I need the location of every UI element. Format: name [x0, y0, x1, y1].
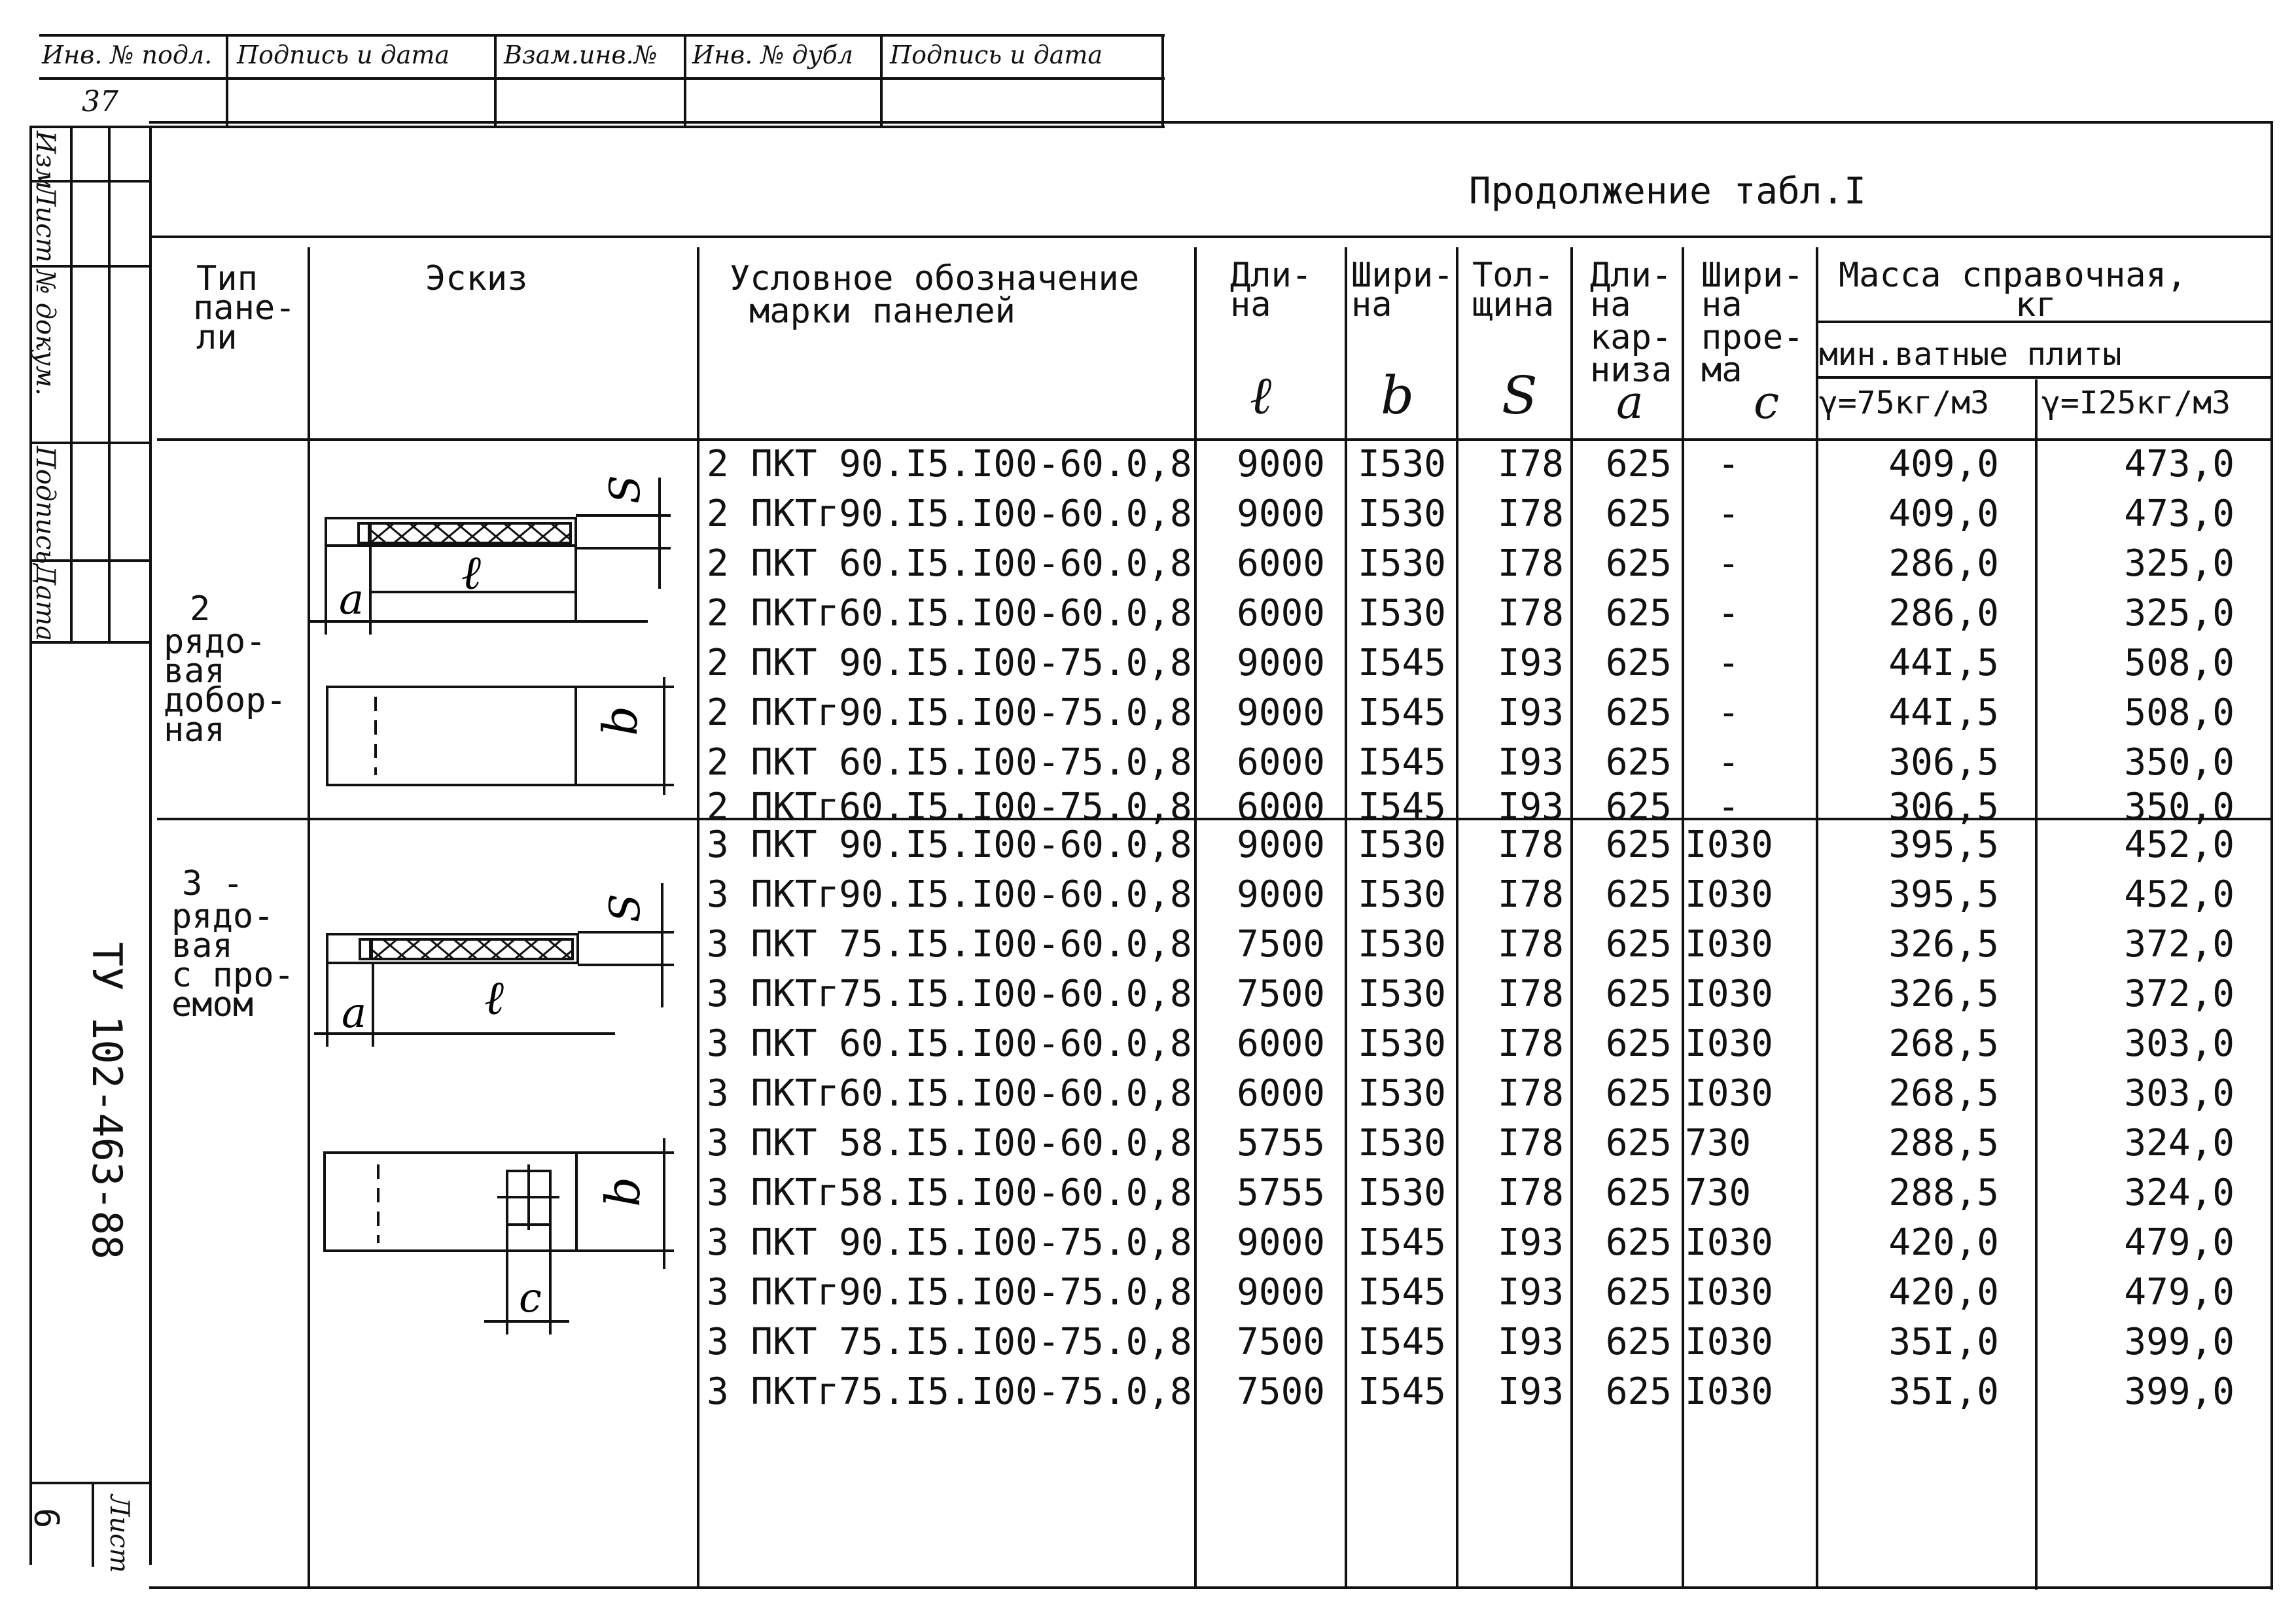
cell-opening-width: - — [1718, 592, 1740, 635]
cell-width: I530 — [1358, 542, 1446, 585]
cell-mass-75: 395,5 — [1888, 824, 1999, 866]
cell-mark: 2 ПКТг90.I5.I00-60.0,8 — [707, 493, 1192, 535]
sketch-label-s: S — [601, 894, 650, 922]
cell-eave-length: 625 — [1605, 824, 1672, 866]
cell-opening-width: - — [1718, 443, 1740, 485]
cell-opening-width: 730 — [1685, 1122, 1752, 1164]
cell-length: 5755 — [1237, 1172, 1325, 1214]
sheet-number: 6 — [26, 1508, 65, 1529]
cell-opening-width: - — [1718, 741, 1740, 784]
header-width-line-2: на — [1351, 285, 1392, 324]
cell-opening-width: - — [1718, 691, 1740, 734]
cell-mass-125: 473,0 — [2124, 493, 2234, 535]
cell-width: I530 — [1358, 1072, 1446, 1115]
cell-eave-length: 625 — [1605, 642, 1672, 684]
cell-mass-75: 268,5 — [1888, 1022, 1999, 1065]
header-type-line-2: пане- — [193, 288, 296, 328]
cell-mass-75: 286,0 — [1888, 542, 1999, 585]
cell-eave-length: 625 — [1605, 1122, 1672, 1164]
cell-mark: 3 ПКТ 90.I5.I00-60.0,8 — [707, 824, 1192, 866]
cell-width: I530 — [1358, 973, 1446, 1015]
header-type-line-1: Тип — [196, 259, 258, 298]
cell-mark: 3 ПКТ 75.I5.I00-60.0,8 — [707, 923, 1192, 966]
table-row — [0, 870, 2296, 920]
cell-mass-75: 35I,0 — [1888, 1321, 1999, 1363]
document-code: ТУ 102-463-88 — [83, 942, 131, 1260]
cell-thickness: I78 — [1497, 873, 1564, 916]
cell-mass-125: 303,0 — [2124, 1022, 2234, 1065]
stamp-cell-inv-orig: Инв. № подл. — [42, 41, 213, 69]
cell-thickness: I78 — [1497, 973, 1564, 1015]
table-row — [0, 1268, 2296, 1318]
sketch-label-b: b — [593, 705, 648, 736]
cell-mass-75: 35I,0 — [1888, 1370, 1999, 1413]
table-row — [0, 1318, 2296, 1367]
sketch-label-b: b — [595, 1176, 650, 1207]
cell-mass-75: 409,0 — [1888, 443, 1999, 485]
cell-width: I530 — [1358, 592, 1446, 635]
header-eave-line-2: на — [1590, 285, 1631, 324]
group-label-line: добор- — [164, 681, 287, 720]
table-row — [0, 539, 2296, 589]
cell-eave-length: 625 — [1605, 923, 1672, 966]
header-length-line-1: Дли- — [1230, 256, 1313, 295]
cell-mark: 2 ПКТг60.I5.I00-75.0,8 — [707, 786, 1192, 828]
stamp-cell-signature-date-2: Подпись и дата — [890, 41, 1103, 69]
cell-mark: 3 ПКТ 90.I5.I00-75.0,8 — [707, 1221, 1192, 1264]
header-mineral-wool: мин.ватные плиты — [1819, 336, 2122, 373]
cell-length: 9000 — [1237, 1221, 1325, 1264]
stamp-date-label: Дата — [30, 564, 60, 642]
cell-width: I530 — [1358, 873, 1446, 916]
cell-length: 6000 — [1237, 741, 1325, 784]
stamp-sheet-label: Лист — [30, 184, 60, 263]
cell-thickness: I78 — [1497, 443, 1564, 485]
cell-mass-125: 399,0 — [2124, 1321, 2234, 1363]
cell-width: I545 — [1358, 691, 1446, 734]
cell-mass-75: 268,5 — [1888, 1072, 1999, 1115]
cell-mass-125: 479,0 — [2124, 1221, 2234, 1264]
cell-thickness: I93 — [1497, 741, 1564, 784]
cell-opening-width: I030 — [1685, 923, 1773, 966]
header-gamma-125: γ=I25кг/м3 — [2041, 385, 2231, 421]
sheet-label: Лист — [104, 1495, 134, 1573]
table-row — [0, 969, 2296, 1019]
header-gamma-75: γ=75кг/м3 — [1819, 385, 1990, 421]
cell-mass-125: 452,0 — [2124, 873, 2234, 916]
table-row — [0, 688, 2296, 738]
group-label-line: ная — [164, 710, 225, 750]
cell-mass-75: 395,5 — [1888, 873, 1999, 916]
table-row — [0, 638, 2296, 691]
cell-eave-length: 625 — [1605, 691, 1672, 734]
stamp-cell-replaced-inv: Взам.инв.№ — [504, 41, 658, 69]
table-row — [0, 1168, 2296, 1218]
cell-length: 9000 — [1237, 873, 1325, 916]
header-opening-line-2: на — [1701, 285, 1742, 324]
cell-eave-length: 625 — [1605, 873, 1672, 916]
cell-length: 9000 — [1237, 824, 1325, 866]
cell-mass-125: 452,0 — [2124, 824, 2234, 866]
cell-mass-125: 324,0 — [2124, 1172, 2234, 1214]
table-row — [0, 820, 2296, 870]
cell-length: 9000 — [1237, 1271, 1325, 1314]
cell-thickness: I93 — [1497, 1271, 1564, 1314]
cell-mass-75: 326,5 — [1888, 923, 1999, 966]
table-row — [0, 1119, 2296, 1168]
cell-mark: 3 ПКТг60.I5.I00-60.0,8 — [707, 1072, 1192, 1115]
cell-length: 9000 — [1237, 642, 1325, 684]
cell-mark: 3 ПКТг75.I5.I00-60.0,8 — [707, 973, 1192, 1015]
cell-thickness: I93 — [1497, 1370, 1564, 1413]
cell-width: I530 — [1358, 493, 1446, 535]
cell-mass-125: 479,0 — [2124, 1271, 2234, 1314]
cell-mass-75: 44I,5 — [1888, 691, 1999, 734]
cell-eave-length: 625 — [1605, 1370, 1672, 1413]
cell-mark: 2 ПКТг60.I5.I00-60.0,8 — [707, 592, 1192, 635]
table-row — [0, 440, 2296, 489]
cell-thickness: I78 — [1497, 923, 1564, 966]
header-eave-line-1: Дли- — [1590, 256, 1672, 295]
header-mass-line-1: Масса справочная, — [1839, 256, 2187, 295]
cell-mass-75: 288,5 — [1888, 1122, 1999, 1164]
sketch-label-l: ℓ — [484, 970, 504, 1025]
cell-eave-length: 625 — [1605, 1321, 1672, 1363]
table-row — [0, 738, 2296, 788]
cell-thickness: I93 — [1497, 786, 1564, 828]
cell-mass-125: 473,0 — [2124, 443, 2234, 485]
table-row — [0, 1218, 2296, 1268]
cell-width: I530 — [1358, 1172, 1446, 1214]
cell-thickness: I78 — [1497, 1122, 1564, 1164]
cell-length: 5755 — [1237, 1122, 1325, 1164]
header-mark-line-1: Условное обозначение — [730, 259, 1140, 298]
cell-width: I545 — [1358, 642, 1446, 684]
cell-mass-125: 325,0 — [2124, 592, 2234, 635]
header-mass-line-2: кг — [2015, 285, 2057, 324]
cell-width: I530 — [1358, 923, 1446, 966]
cell-thickness: I78 — [1497, 592, 1564, 635]
cell-length: 6000 — [1237, 592, 1325, 635]
cell-eave-length: 625 — [1605, 592, 1672, 635]
cell-length: 7500 — [1237, 923, 1325, 966]
table-row — [0, 1019, 2296, 1069]
table-row — [0, 1367, 2296, 1417]
cell-mass-125: 399,0 — [2124, 1370, 2234, 1413]
cell-thickness: I78 — [1497, 542, 1564, 585]
cell-width: I545 — [1358, 786, 1446, 828]
cell-opening-width: I030 — [1685, 1271, 1773, 1314]
stamp-change-label: Изм — [30, 131, 60, 190]
cell-eave-length: 625 — [1605, 973, 1672, 1015]
cell-eave-length: 625 — [1605, 493, 1672, 535]
cell-mass-75: 44I,5 — [1888, 642, 1999, 684]
cell-width: I530 — [1358, 443, 1446, 485]
cell-opening-width: I030 — [1685, 873, 1773, 916]
cell-eave-length: 625 — [1605, 1271, 1672, 1314]
cell-thickness: I78 — [1497, 1022, 1564, 1065]
cell-eave-length: 625 — [1605, 1221, 1672, 1264]
header-length-symbol: ℓ — [1250, 365, 1272, 426]
cell-opening-width: I030 — [1685, 1370, 1773, 1413]
cell-length: 9000 — [1237, 443, 1325, 485]
cell-eave-length: 625 — [1605, 1172, 1672, 1214]
cell-mark: 3 ПКТ 60.I5.I00-60.0,8 — [707, 1022, 1192, 1065]
cell-mark: 3 ПКТг75.I5.I00-75.0,8 — [707, 1370, 1192, 1413]
group-label-line: 3 - — [182, 864, 243, 903]
cell-eave-length: 625 — [1605, 1072, 1672, 1115]
cell-length: 9000 — [1237, 493, 1325, 535]
cell-mark: 2 ПКТг90.I5.I00-75.0,8 — [707, 691, 1192, 734]
cell-mass-125: 350,0 — [2124, 786, 2234, 828]
cell-mark: 3 ПКТг90.I5.I00-60.0,8 — [707, 873, 1192, 916]
stamp-signature-label: Подпись — [30, 446, 60, 565]
cell-mass-75: 288,5 — [1888, 1172, 1999, 1214]
stamp-cell-signature-date-1: Подпись и дата — [237, 41, 450, 69]
cell-mass-125: 324,0 — [2124, 1122, 2234, 1164]
group-label-line: рядо- — [171, 897, 274, 936]
header-width-symbol: b — [1381, 365, 1415, 426]
cell-mark: 3 ПКТг90.I5.I00-75.0,8 — [707, 1271, 1192, 1314]
header-opening-line-3: прое- — [1701, 318, 1804, 357]
cell-mark: 2 ПКТ 60.I5.I00-60.0,8 — [707, 542, 1192, 585]
cell-mark: 3 ПКТг58.I5.I00-60.0,8 — [707, 1172, 1192, 1214]
cell-thickness: I78 — [1497, 1172, 1564, 1214]
header-mark-line-2: марки панелей — [749, 292, 1016, 331]
cell-opening-width: - — [1718, 542, 1740, 585]
stamp-inv-value: 37 — [82, 85, 118, 118]
header-eave-line-4: низа — [1590, 351, 1672, 390]
cell-opening-width: I030 — [1685, 973, 1773, 1015]
stamp-docnum-label: № докум. — [30, 270, 60, 396]
cell-mass-75: 306,5 — [1888, 741, 1999, 784]
cell-length: 7500 — [1237, 973, 1325, 1015]
cell-mark: 2 ПКТ 90.I5.I00-75.0,8 — [707, 642, 1192, 684]
group-label-line: 2 — [190, 589, 211, 629]
cell-length: 6000 — [1237, 786, 1325, 828]
cell-mark: 2 ПКТ 90.I5.I00-60.0,8 — [707, 443, 1192, 485]
cell-length: 7500 — [1237, 1321, 1325, 1363]
group-label-line: вая — [164, 652, 225, 691]
cell-thickness: I78 — [1497, 824, 1564, 866]
cell-length: 6000 — [1237, 542, 1325, 585]
cell-eave-length: 625 — [1605, 542, 1672, 585]
header-opening-line-4: ма — [1701, 351, 1742, 390]
table-title: Продолжение табл.I — [1469, 170, 1866, 213]
cell-mass-125: 508,0 — [2124, 642, 2234, 684]
cell-width: I545 — [1358, 1321, 1446, 1363]
cell-mass-75: 286,0 — [1888, 592, 1999, 635]
cell-mass-125: 372,0 — [2124, 923, 2234, 966]
cell-mark: 3 ПКТ 75.I5.I00-75.0,8 — [707, 1321, 1192, 1363]
cell-thickness: I93 — [1497, 1221, 1564, 1264]
cell-width: I545 — [1358, 741, 1446, 784]
cell-length: 7500 — [1237, 1370, 1325, 1413]
cell-width: I545 — [1358, 1370, 1446, 1413]
header-length-line-2: на — [1230, 285, 1271, 324]
sketch-label-c: c — [519, 1274, 542, 1321]
cell-eave-length: 625 — [1605, 443, 1672, 485]
cell-opening-width: I030 — [1685, 1221, 1773, 1264]
cell-width: I530 — [1358, 1022, 1446, 1065]
cell-mass-125: 303,0 — [2124, 1072, 2234, 1115]
stamp-cell-inv-dup: Инв. № дубл — [692, 41, 853, 69]
cell-mass-125: 350,0 — [2124, 741, 2234, 784]
cell-opening-width: 730 — [1685, 1172, 1752, 1214]
cell-mass-125: 325,0 — [2124, 542, 2234, 585]
cell-mass-75: 306,5 — [1888, 786, 1999, 828]
cell-mark: 2 ПКТ 60.I5.I00-75.0,8 — [707, 741, 1192, 784]
cell-thickness: I78 — [1497, 493, 1564, 535]
cell-mark: 3 ПКТ 58.I5.I00-60.0,8 — [707, 1122, 1192, 1164]
cell-opening-width: - — [1718, 642, 1740, 684]
cell-opening-width: I030 — [1685, 1022, 1773, 1065]
header-thickness-line-2: щина — [1472, 285, 1555, 324]
cell-mass-125: 508,0 — [2124, 691, 2234, 734]
cell-width: I530 — [1358, 824, 1446, 866]
header-opening-line-1: Шири- — [1701, 256, 1804, 295]
cell-opening-width: - — [1718, 786, 1740, 828]
header-eave-line-3: кар- — [1590, 318, 1672, 357]
cell-mass-75: 326,5 — [1888, 973, 1999, 1015]
table-row — [0, 920, 2296, 969]
group-label-line: емом — [171, 985, 254, 1024]
header-thickness-line-1: Тол- — [1472, 256, 1555, 295]
cell-opening-width: I030 — [1685, 1321, 1773, 1363]
cell-width: I545 — [1358, 1221, 1446, 1264]
cell-width: I545 — [1358, 1271, 1446, 1314]
table-row — [0, 1069, 2296, 1119]
cell-mass-75: 420,0 — [1888, 1271, 1999, 1314]
cell-eave-length: 625 — [1605, 786, 1672, 828]
cell-mass-125: 372,0 — [2124, 973, 2234, 1015]
cell-mass-75: 420,0 — [1888, 1221, 1999, 1264]
sketch-label-a: a — [342, 989, 367, 1038]
group-label-line: вая — [171, 926, 233, 966]
group-label-line: рядо- — [164, 622, 266, 661]
cell-length: 9000 — [1237, 691, 1325, 734]
sketch-label-a: a — [339, 576, 364, 624]
group-label-line: с про- — [171, 956, 294, 995]
cell-mass-75: 409,0 — [1888, 493, 1999, 535]
cell-eave-length: 625 — [1605, 1022, 1672, 1065]
cell-width: I530 — [1358, 1122, 1446, 1164]
header-width-line-1: Шири- — [1351, 256, 1454, 295]
cell-thickness: I93 — [1497, 1321, 1564, 1363]
table-row — [0, 489, 2296, 539]
header-opening-symbol: c — [1754, 375, 1780, 429]
cell-thickness: I78 — [1497, 1072, 1564, 1115]
cell-length: 6000 — [1237, 1072, 1325, 1115]
cell-eave-length: 625 — [1605, 741, 1672, 784]
header-sketch: Эскиз — [425, 259, 528, 298]
header-eave-symbol: a — [1616, 375, 1644, 429]
cell-thickness: I93 — [1497, 642, 1564, 684]
cell-thickness: I93 — [1497, 691, 1564, 734]
header-thickness-symbol: S — [1502, 365, 1538, 426]
sketch-label-l: ℓ — [461, 545, 481, 600]
sketch-label-s: S — [601, 475, 650, 504]
table-row — [0, 589, 2296, 638]
header-type-line-3: ли — [196, 318, 238, 357]
cell-opening-width: I030 — [1685, 1072, 1773, 1115]
cell-opening-width: - — [1718, 493, 1740, 535]
cell-length: 6000 — [1237, 1022, 1325, 1065]
cell-opening-width: I030 — [1685, 824, 1773, 866]
